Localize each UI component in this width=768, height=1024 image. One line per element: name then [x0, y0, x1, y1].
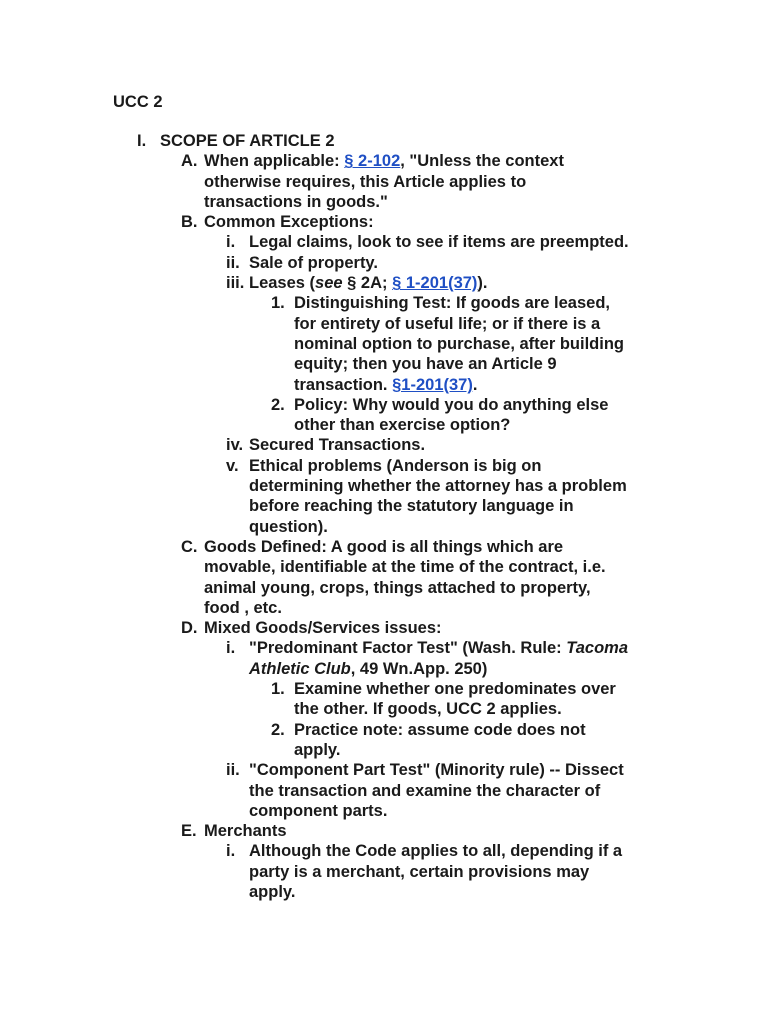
- outline-row: [0, 375, 768, 395]
- item-text: Goods Defined: A good is all things which are: [204, 537, 564, 556]
- document-title: UCC 2: [113, 93, 163, 111]
- outline: [0, 131, 768, 902]
- item-marker: C.: [181, 537, 198, 556]
- statute-link[interactable]: § 2-102: [344, 152, 401, 171]
- text-fragment: transaction.: [294, 375, 393, 394]
- text-fragment: ).: [477, 274, 488, 293]
- section-marker: I.: [137, 132, 147, 150]
- outline-row: [0, 476, 768, 496]
- item-marker: B.: [181, 213, 198, 232]
- outline-row: [0, 862, 768, 882]
- number-text: Distinguishing Test: If goods are leased,: [294, 294, 610, 313]
- text-fragment: "Predominant Factor Test" (Wash. Rule:: [249, 639, 567, 658]
- outline-row: [0, 760, 768, 780]
- outline-row: [0, 232, 768, 252]
- outline-row: [0, 395, 768, 415]
- subitem-text: party is a merchant, certain provisions may: [249, 862, 590, 881]
- subitem-marker: i.: [226, 639, 236, 658]
- outline-row: [0, 314, 768, 334]
- outline-row: [0, 253, 768, 273]
- subitem-text: component parts.: [249, 801, 388, 820]
- outline-row: [0, 172, 768, 192]
- case-name: Tacoma: [566, 639, 629, 658]
- item-text: [204, 151, 564, 171]
- outline-row: [0, 517, 768, 537]
- subitem-marker: ii.: [226, 761, 240, 780]
- text-fragment: § 2A;: [342, 274, 393, 293]
- statute-link[interactable]: § 1-201(37): [392, 274, 478, 293]
- subitem-text: determining whether the attorney has a problem: [249, 477, 627, 496]
- number-marker: 2.: [271, 720, 285, 739]
- item-text: food , etc.: [204, 598, 282, 617]
- outline-row: [0, 131, 768, 151]
- subitem-marker: v.: [226, 456, 239, 475]
- subitem-text: Secured Transactions.: [249, 436, 426, 455]
- number-marker: 2.: [271, 395, 285, 414]
- outline-row: [0, 456, 768, 476]
- outline-row: [0, 354, 768, 374]
- subitem-text: "Component Part Test" (Minority rule) -- Dissect: [249, 761, 624, 780]
- number-text: Examine whether one predominates over: [294, 680, 616, 699]
- outline-row: [0, 578, 768, 598]
- outline-row: [0, 781, 768, 801]
- subitem-text: [249, 638, 628, 658]
- subitem-text: [249, 659, 487, 679]
- outline-row: [0, 801, 768, 821]
- item-text: Merchants: [204, 822, 287, 841]
- outline-row: [0, 821, 768, 841]
- outline-row: [0, 435, 768, 455]
- outline-row: [0, 740, 768, 760]
- outline-row: [0, 720, 768, 740]
- subitem-marker: i.: [226, 233, 236, 252]
- outline-row: [0, 151, 768, 171]
- outline-row: [0, 638, 768, 658]
- item-text: animal young, crops, things attached to property,: [204, 578, 591, 597]
- outline-row: [0, 618, 768, 638]
- outline-row: [0, 537, 768, 557]
- text-fragment: When applicable:: [204, 152, 345, 171]
- subitem-text: the transaction and examine the character of: [249, 781, 601, 800]
- outline-row: [0, 273, 768, 293]
- case-name: Athletic Club: [249, 659, 351, 678]
- number-text: Policy: Why would you do anything else: [294, 395, 609, 414]
- subitem-marker: i.: [226, 842, 236, 861]
- statute-link[interactable]: §1-201(37): [392, 375, 473, 394]
- text-fragment: , "Unless the context: [400, 152, 564, 171]
- item-text: movable, identifiable at the time of the contract, i.e.: [204, 558, 606, 577]
- number-text: apply.: [294, 740, 341, 759]
- subitem-text: Although the Code applies to all, depending if a: [249, 842, 623, 861]
- text-fragment: , 49 Wn.App. 250): [350, 659, 488, 678]
- section-heading: SCOPE OF ARTICLE 2: [160, 132, 335, 150]
- subitem-marker: iii.: [226, 274, 245, 293]
- number-text: for entirety of useful life; or if there is a: [294, 314, 601, 333]
- number-text: [294, 375, 477, 395]
- subitem-text: [249, 273, 488, 293]
- number-text: Practice note: assume code does not: [294, 720, 586, 739]
- outline-row: [0, 415, 768, 435]
- number-text: equity; then you have an Article 9: [294, 355, 557, 374]
- item-marker: D.: [181, 619, 198, 638]
- subitem-text: apply.: [249, 882, 296, 901]
- item-text: otherwise requires, this Article applies to: [204, 172, 527, 191]
- outline-row: [0, 496, 768, 516]
- number-text: other than exercise option?: [294, 416, 511, 435]
- number-marker: 1.: [271, 680, 285, 699]
- subitem-marker: iv.: [226, 436, 244, 455]
- outline-row: [0, 882, 768, 902]
- outline-row: [0, 679, 768, 699]
- item-marker: A.: [181, 152, 198, 171]
- subitem-text: Legal claims, look to see if items are preempted.: [249, 233, 629, 252]
- outline-row: [0, 699, 768, 719]
- number-marker: 1.: [271, 294, 285, 313]
- text-fragment: Leases (: [249, 274, 316, 293]
- text-fragment: see: [315, 274, 343, 293]
- number-text: nominal option to purchase, after building: [294, 334, 624, 353]
- outline-row: [0, 841, 768, 861]
- outline-row: [0, 557, 768, 577]
- item-marker: E.: [181, 822, 197, 841]
- outline-row: [0, 659, 768, 679]
- item-text: Mixed Goods/Services issues:: [204, 619, 442, 638]
- item-text: transactions in goods.": [204, 192, 388, 211]
- outline-row: [0, 212, 768, 232]
- text-fragment: .: [472, 375, 478, 394]
- outline-row: [0, 334, 768, 354]
- number-text: the other. If goods, UCC 2 applies.: [294, 700, 562, 719]
- subitem-marker: ii.: [226, 253, 240, 272]
- outline-row: [0, 598, 768, 618]
- item-text: Common Exceptions:: [204, 213, 374, 232]
- subitem-text: Ethical problems (Anderson is big on: [249, 456, 542, 475]
- subitem-text: question).: [249, 517, 328, 536]
- outline-row: [0, 192, 768, 212]
- subitem-text: before reaching the statutory language in: [249, 497, 574, 516]
- subitem-text: Sale of property.: [249, 253, 378, 272]
- outline-row: [0, 293, 768, 313]
